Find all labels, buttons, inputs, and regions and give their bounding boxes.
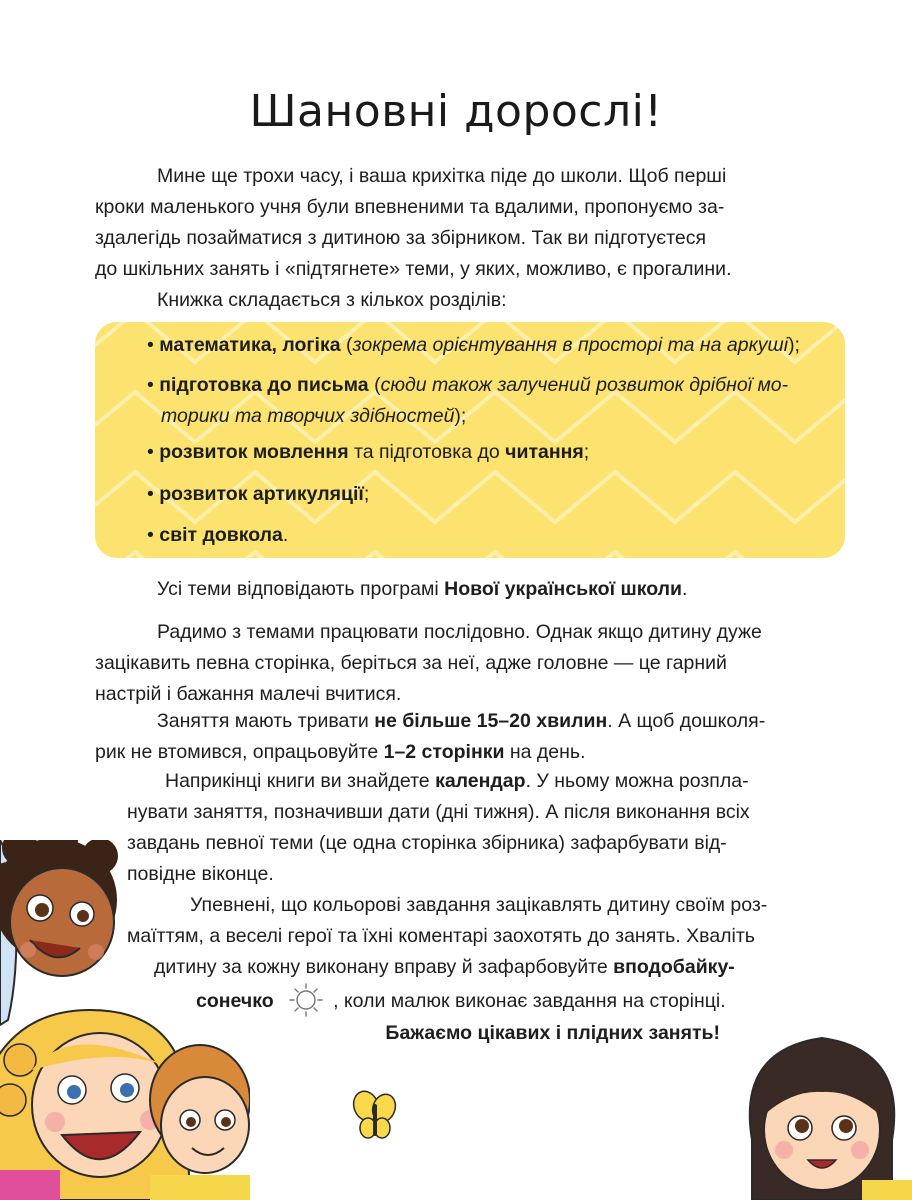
kids-left-illustration [0, 840, 250, 1200]
paren-close: ); [454, 405, 467, 427]
intro-paragraph [95, 161, 818, 285]
bullet: • [147, 524, 160, 546]
section-writing-line-1 [147, 370, 817, 401]
section-item-writing [95, 370, 817, 432]
intro-line-2: кроки маленького учня були впевненими та вдалими, пропонуємо за- [95, 196, 725, 218]
calendar-text-2: . У ньому можна розпла- [525, 770, 749, 792]
colorful-line-1-wrap [190, 890, 818, 921]
program-name: Нової української школи [444, 578, 683, 600]
duration-limit: не більше 15–20 хвилин [374, 710, 608, 732]
duration-line-2 [95, 737, 818, 768]
calendar-line-1 [127, 766, 818, 797]
duration-text-2: . А щоб дошколя- [607, 710, 766, 732]
paren-open: ( [368, 374, 381, 396]
colorful-line-2: маїттям, а веселі герої та їхні коментарі заохотять до занять. Хваліть [127, 925, 755, 947]
advice-line-3: настрій і бажання малечі вчитися. [95, 683, 402, 705]
paren-open: ( [340, 334, 353, 356]
section-speech-mid: та підготовка до [348, 441, 506, 463]
bullet: • [147, 334, 160, 356]
advice-line-2: зацікавить певна сторінка, беріться за неї, адже головне — це гарний [95, 652, 727, 674]
section-articulation-title: розвиток артикуляції [159, 483, 364, 505]
program-line [157, 574, 837, 605]
section-item-articulation [95, 479, 837, 510]
duration-pages: 1–2 сторінки [383, 741, 505, 763]
sections-box [95, 322, 845, 558]
section-speech-title: розвиток мовлення [159, 441, 349, 463]
bullet: • [147, 483, 160, 505]
colorful-line-4-wrap [196, 983, 818, 1017]
calendar-line-3: завдань певної теми (це одна сторінка збірника) зафарбувати від- [127, 832, 727, 854]
intro-line-3: здалегідь позайматися з дитиною за збірником. Так ви підготуєтеся [95, 227, 707, 249]
wish-line [300, 1018, 720, 1049]
colorful-line-3-wrap [154, 952, 818, 983]
intro-line-1: Мине ще трохи часу, і ваша крихітка піде до школи. Щоб перші [157, 165, 727, 187]
section-articulation-end: ; [363, 483, 370, 505]
sections-intro: Книжка складається з кількох розділів: [157, 289, 507, 311]
section-reading-title: читання [505, 441, 584, 463]
calendar-word: календар [435, 770, 526, 792]
butterfly-icon [350, 1088, 400, 1144]
girl-right-illustration [732, 1020, 912, 1200]
colorful-line-3 [154, 952, 818, 983]
section-item-math [95, 330, 837, 361]
duration-text-1: Заняття мають тривати [157, 710, 375, 732]
colorful-line-4 [196, 983, 818, 1017]
like-word: вподобайку- [613, 956, 735, 978]
section-writing-note-2: торики та творчих здібностей [161, 405, 455, 427]
section-item-world [95, 520, 837, 551]
section-writing-title: підготовка до письма [159, 374, 369, 396]
section-writing-line-2 [161, 401, 817, 432]
advice-line-1: Радимо з темами працювати послідовно. Однак якщо дитину дуже [157, 621, 762, 643]
colorful-line-1: Упевнені, що кольорові завдання зацікавлять дитину своїм роз- [190, 894, 768, 916]
colorful-text-3: дитину за кожну виконану вправу й зафарбовуйте [154, 956, 614, 978]
sun-word: сонечко [196, 990, 274, 1012]
section-world-title: світ довкола [159, 524, 283, 546]
bullet: • [147, 441, 160, 463]
calendar-text-1: Наприкінці книги ви знайдете [165, 770, 436, 792]
page-title: Шановні дорослі! [249, 86, 663, 137]
section-math-note: зокрема орієнтування в просторі та на аркуші [352, 334, 789, 356]
section-math-title: математика, логіка [159, 334, 341, 356]
section-item-speech [95, 437, 837, 468]
duration-text-3: рик не втомився, опрацьовуйте [95, 741, 384, 763]
bullet: • [147, 374, 160, 396]
duration-paragraph [95, 706, 818, 768]
colorful-text-4: , коли малюк виконає завдання на сторінці. [333, 990, 726, 1012]
section-world-end: . [282, 524, 289, 546]
duration-line-1 [95, 706, 818, 737]
intro-line-4: до шкільних занять і «підтягнете» теми, у яких, можливо, є прогалини. [95, 258, 732, 280]
wish-text: Бажаємо цікавих і плідних занять! [385, 1022, 720, 1044]
section-writing-note-1: сюди також залучений розвиток дрібної мо- [380, 374, 789, 396]
calendar-line-4: повідне віконце. [127, 863, 274, 885]
program-text: Усі теми відповідають програмі [157, 578, 445, 600]
advice-paragraph [95, 617, 818, 710]
duration-text-4: на день. [504, 741, 586, 763]
section-speech-end: ; [583, 441, 590, 463]
program-end: . [682, 578, 688, 600]
calendar-line-2: нувати заняття, позначивши дати (дні тижня). А після виконання всіх [127, 801, 750, 823]
sun-outline-icon [281, 983, 331, 1017]
paren-close: ); [788, 334, 800, 356]
